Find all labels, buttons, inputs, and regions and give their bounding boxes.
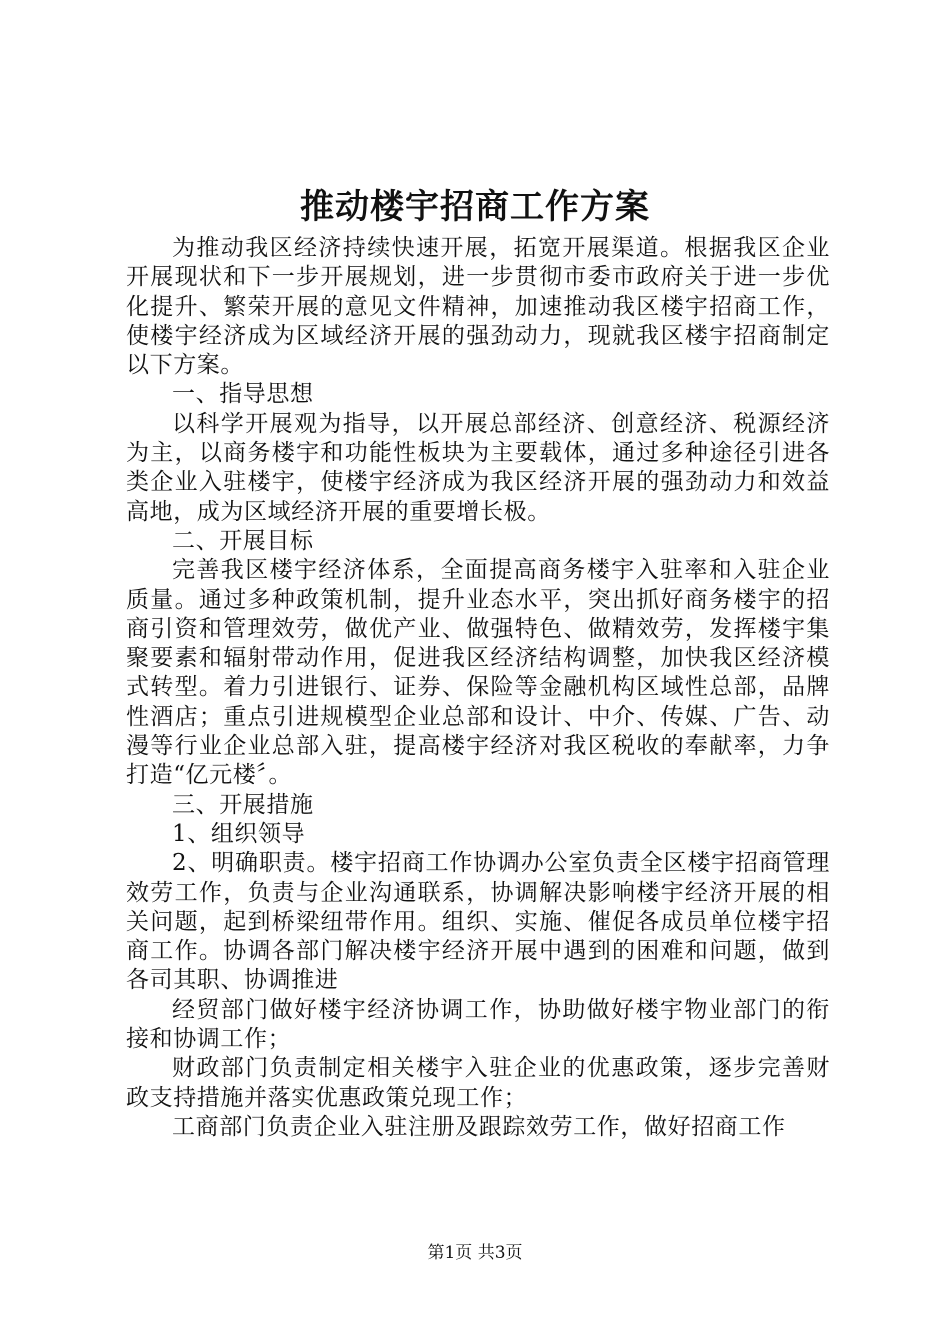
guiding-ideology-paragraph: 以科学开展观为指导，以开展总部经济、创意经济、税源经济为主，以商务楼宇和功能性板块为主要载体，通过多种途径引进各类企业入驻楼宇，使楼宇经济成为我区经济开展的强劲动力和效益高地，成为区域经济开展的重要增长极。: [126, 410, 830, 525]
section-heading-goals: 二、开展目标: [172, 527, 314, 554]
document-body: [126, 234, 830, 1142]
section-heading-guiding-ideology: 一、指导思想: [172, 381, 314, 408]
section-heading-measures: 三、开展措施: [172, 791, 314, 818]
intro-paragraph: 为推动我区经济持续快速开展，拓宽开展渠道。根据我区企业开展现状和下一步开展规划，进一步贯彻市委市政府关于进一步优化提升、繁荣开展的意见文件精神，加速推动我区楼宇招商工作，使楼宇经济成为区域经济开展的强劲动力，现就我区楼宇招商制定以下方案。: [126, 235, 830, 379]
responsibilities-paragraph: 2、明确职责。楼宇招商工作协调办公室负责全区楼宇招商管理效劳工作，负责与企业沟通联系，协调解决影响楼宇经济开展的相关问题，起到桥梁纽带作用。组织、实施、催促各成员单位楼宇招商工作。协调各部门解决楼宇经济开展中遇到的困难和问题，做到各司其职、协调推进: [126, 850, 830, 994]
finance-dept-paragraph: 财政部门负责制定相关楼宇入驻企业的优惠政策，逐步完善财政支持措施并落实优惠政策兑现工作；: [126, 1055, 830, 1111]
goals-paragraph: 完善我区楼宇经济体系，全面提高商务楼宇入驻率和入驻企业质量。通过多种政策机制，提升业态水平，突出抓好商务楼宇的招商引资和管理效劳，做优产业、做强特色、做精效劳，发挥楼宇集聚要素和辐射带动作用，促进我区经济结构调整，加快我区经济模式转型。着力引进银行、证券、保险等金融机构区域性总部，品牌性酒店；重点引进规模型企业总部和设计、中介、传媒、广告、动漫等行业企业总部入驻，提高楼宇经济对我区税收的奉献率，力争打造“亿元楼〞。: [126, 557, 830, 789]
commerce-dept-paragraph: 工商部门负责企业入驻注册及跟踪效劳工作，做好招商工作: [172, 1113, 786, 1140]
subheading-organization: 1、组织领导: [172, 820, 306, 847]
page-number-footer: 第1页 共3页: [427, 1243, 523, 1263]
document-title: 推动楼宇招商工作方案: [300, 187, 650, 227]
economic-trade-dept-paragraph: 经贸部门做好楼宇经济协调工作，协助做好楼宇物业部门的衔接和协调工作；: [126, 996, 830, 1053]
